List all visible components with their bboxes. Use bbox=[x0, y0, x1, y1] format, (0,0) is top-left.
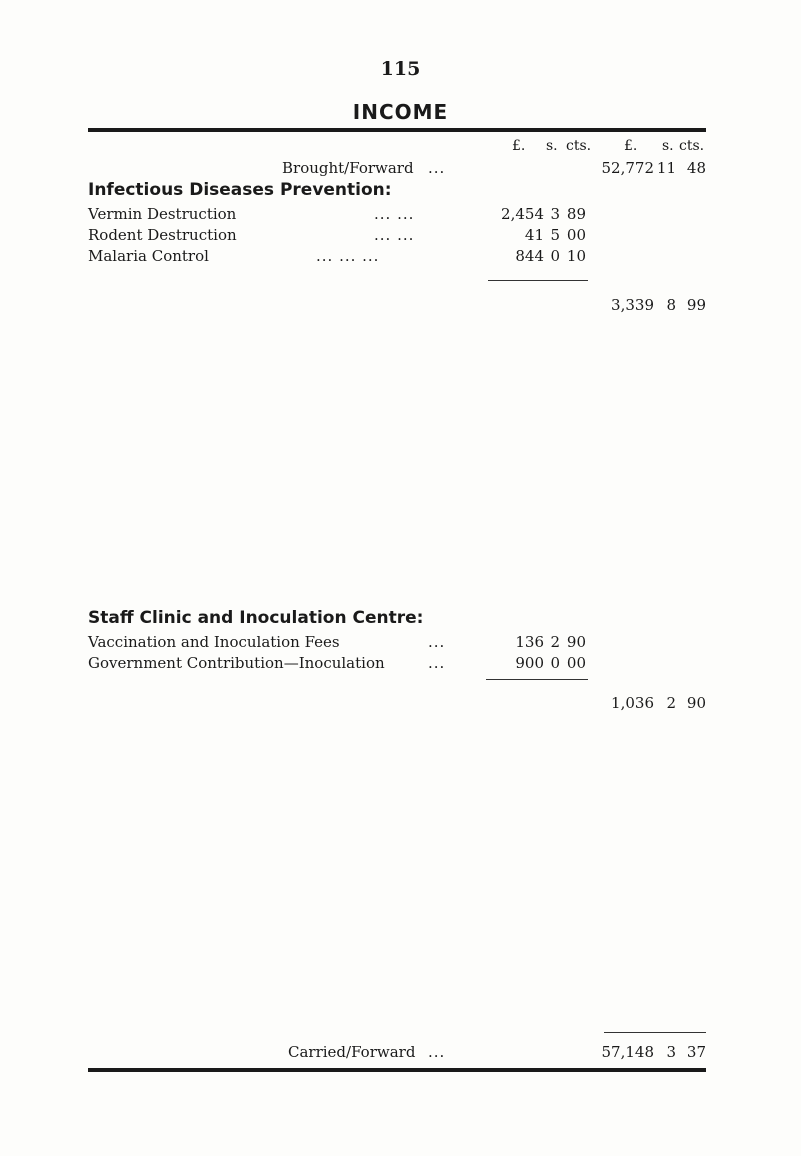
section1-row-dots: ... ... bbox=[374, 205, 415, 223]
section2-total-cents: 90 bbox=[686, 694, 706, 712]
page-number: 115 bbox=[380, 58, 421, 80]
brought-forward-cents: 48 bbox=[686, 159, 706, 177]
section1-total-pounds: 3,339 bbox=[611, 296, 654, 314]
section2-heading: Staff Clinic and Inoculation Centre: bbox=[88, 608, 424, 628]
top-rule bbox=[88, 128, 706, 132]
section2-total-pounds: 1,036 bbox=[611, 694, 654, 712]
section2-row-dots: ... bbox=[428, 633, 446, 651]
bottom-rule bbox=[88, 1068, 706, 1072]
carried-forward-dots: ... bbox=[428, 1043, 446, 1061]
section1-total-shillings: 8 bbox=[666, 296, 676, 314]
section1-row-cents: 89 bbox=[566, 205, 586, 223]
section2-total-shillings: 2 bbox=[666, 694, 676, 712]
section1-row-cents: 10 bbox=[566, 247, 586, 265]
carried-forward-label: Carried/Forward bbox=[288, 1043, 416, 1061]
page-title: INCOME bbox=[352, 100, 449, 124]
section2-row-shillings: 2 bbox=[550, 633, 560, 651]
section1-row-pounds: 844 bbox=[515, 247, 544, 265]
section2-row-label: Government Contribution—Inoculation bbox=[88, 654, 385, 672]
section1-row-label: Malaria Control bbox=[88, 247, 209, 265]
section1-row-shillings: 3 bbox=[550, 205, 560, 223]
section1-row-pounds: 41 bbox=[524, 226, 544, 244]
section2-row-shillings: 0 bbox=[550, 654, 560, 672]
col1-shillings-header: s. bbox=[546, 138, 558, 154]
section1-heading: Infectious Diseases Prevention: bbox=[88, 180, 392, 200]
brought-forward-label: Brought/Forward bbox=[282, 159, 414, 177]
section1-row-cents: 00 bbox=[566, 226, 586, 244]
carried-forward-pounds: 57,148 bbox=[601, 1043, 654, 1061]
section1-subtotal-rule bbox=[488, 280, 588, 281]
section1-row-dots: ... ... bbox=[374, 226, 415, 244]
carried-forward-shillings: 3 bbox=[666, 1043, 676, 1061]
col1-cents-header: cts. bbox=[566, 138, 592, 154]
section2-subtotal-rule bbox=[486, 679, 588, 680]
col2-pounds-header: £. bbox=[624, 138, 638, 154]
section1-row-shillings: 0 bbox=[550, 247, 560, 265]
section1-row-label: Rodent Destruction bbox=[88, 226, 237, 244]
brought-forward-shillings: 11 bbox=[656, 159, 676, 177]
section1-row-shillings: 5 bbox=[550, 226, 560, 244]
section1-row-pounds: 2,454 bbox=[501, 205, 544, 223]
brought-forward-pounds: 52,772 bbox=[601, 159, 654, 177]
section2-row-cents: 00 bbox=[566, 654, 586, 672]
section2-row-cents: 90 bbox=[566, 633, 586, 651]
section2-row-pounds: 900 bbox=[515, 654, 544, 672]
section2-row-dots: ... bbox=[428, 654, 446, 672]
grand-total-rule bbox=[604, 1032, 706, 1033]
col2-cents-header: cts. bbox=[679, 138, 705, 154]
section1-row-label: Vermin Destruction bbox=[88, 205, 237, 223]
col2-shillings-header: s. bbox=[662, 138, 674, 154]
section1-total-cents: 99 bbox=[686, 296, 706, 314]
section1-row-dots: ... ... ... bbox=[316, 247, 380, 265]
section2-row-label: Vaccination and Inoculation Fees bbox=[88, 633, 340, 651]
section2-row-pounds: 136 bbox=[515, 633, 544, 651]
brought-forward-dots: ... bbox=[428, 159, 446, 177]
carried-forward-cents: 37 bbox=[686, 1043, 706, 1061]
col1-pounds-header: £. bbox=[512, 138, 526, 154]
